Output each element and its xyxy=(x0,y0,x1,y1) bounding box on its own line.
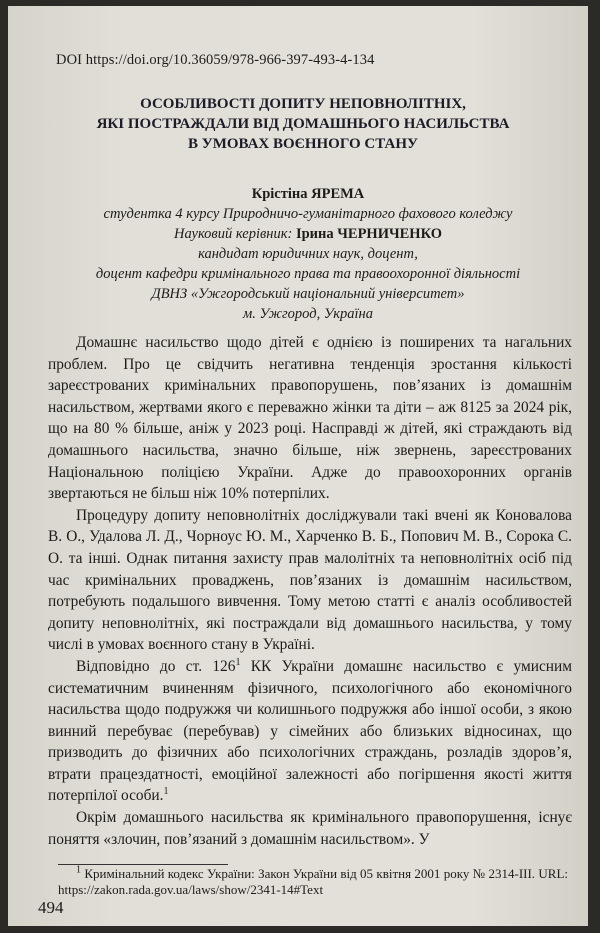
article-title xyxy=(68,94,538,154)
author-name: Крістіна ЯРЕМА xyxy=(251,186,365,202)
title-line-1: ОСОБЛИВОСТІ ДОПИТУ НЕПОВНОЛІТНІХ, xyxy=(140,96,466,112)
supervisor-line xyxy=(48,224,568,244)
university: ДВНЗ «Ужгородський національний університет» xyxy=(151,286,465,302)
author-block xyxy=(48,184,568,324)
supervisor-name: Ірина ЧЕРНИЧЕНКО xyxy=(295,226,443,242)
author-position: студентка 4 курсу Природничо-гуманітарного фахового коледжу xyxy=(103,206,513,222)
title-line-2: ЯКІ ПОСТРАЖДАЛИ ВІД ДОМАШНЬОГО НАСИЛЬСТВА xyxy=(96,116,510,132)
paragraph-4: Окрім домашнього насильства як кримінального правопорушення, існує поняття «злочин, пов’язаний з домашнім насильством». У xyxy=(48,809,572,848)
doi-line[interactable]: DOI https://doi.org/10.36059/978-966-397-493-4-134 xyxy=(56,52,375,68)
paragraph-3-part-b: КК України домашнє насильство є умисним систематичним вчиненням фізичного, психологічного або економічного насильства щодо подружжя чи колишнього подружжя або іншої особи, з якою винний перебуває (перебував) у сімейних або близьких відносинах, що призводить до фізичних або психологічних страждань, розладів здоров’я, втрати працездатності, емоційної залежності або погіршення якості життя потерпілої особи. xyxy=(48,657,572,805)
city: м. Ужгород, Україна xyxy=(243,306,373,322)
article-superscript: 1 xyxy=(235,656,241,668)
book-page xyxy=(8,6,588,926)
footnote xyxy=(58,866,568,898)
supervisor-degree: кандидат юридичних наук, доцент, xyxy=(198,246,418,262)
footnote-mark: 1 xyxy=(76,864,81,876)
footnote-divider xyxy=(58,864,228,865)
paragraph-1: Домашнє насильство щодо дітей є однією із поширених та нагальних проблем. Про це свідчить негативна тенденція зростання кількості зареєстрованих кримінальних правопорушень, пов’язаних із домашнім насильством, жертвами якого є переважно жінки та діти – аж 8125 за 2024 рік, що на 80 % більше, аніж у 2023 році. Насправді ж дітей, які страждають від домашнього насильства, значно більше, ніж звернень, зареєстрованих Національною поліцією України. Адже до правоохоронних органів звертаються не більш ніж 10% потерпілих. xyxy=(48,334,572,503)
article-body xyxy=(48,332,572,850)
paragraph-2: Процедуру допиту неповнолітніх досліджували такі вчені як Коновалова В. О., Удалова Л. Д., Чорноус Ю. М., Харченко В. Б., Попович М. В., Сорока С. О. та інші. Однак питання захисту прав малолітніх та неповнолітніх осіб під час кримінальних проваджень, пов’язаних із домашнім насильством, потребують подальшого вивчення. Тому метою статті є аналіз особливостей допиту неповнолітніх, які постраждали від домашнього насильства, у тому числі в умовах воєнного стану в Україні. xyxy=(48,506,572,654)
paragraph-3-part-a: Відповідно до ст. 126 xyxy=(76,657,236,675)
paragraph-3 xyxy=(48,656,572,807)
supervisor-label: Науковий керівник: xyxy=(173,226,293,242)
title-line-3: В УМОВАХ ВОЄННОГО СТАНУ xyxy=(187,136,419,152)
footnote-text: Кримінальний кодекс України: Закон України від 05 квітня 2001 року № 2314-ІІІ. URL: https://zakon.rada.gov.ua/laws/show/2341-14#Text xyxy=(58,866,568,897)
page-number: 494 xyxy=(38,898,64,917)
supervisor-department: доцент кафедри кримінального права та правоохоронної діяльності xyxy=(95,266,521,282)
footnote-reference[interactable]: 1 xyxy=(163,786,169,798)
